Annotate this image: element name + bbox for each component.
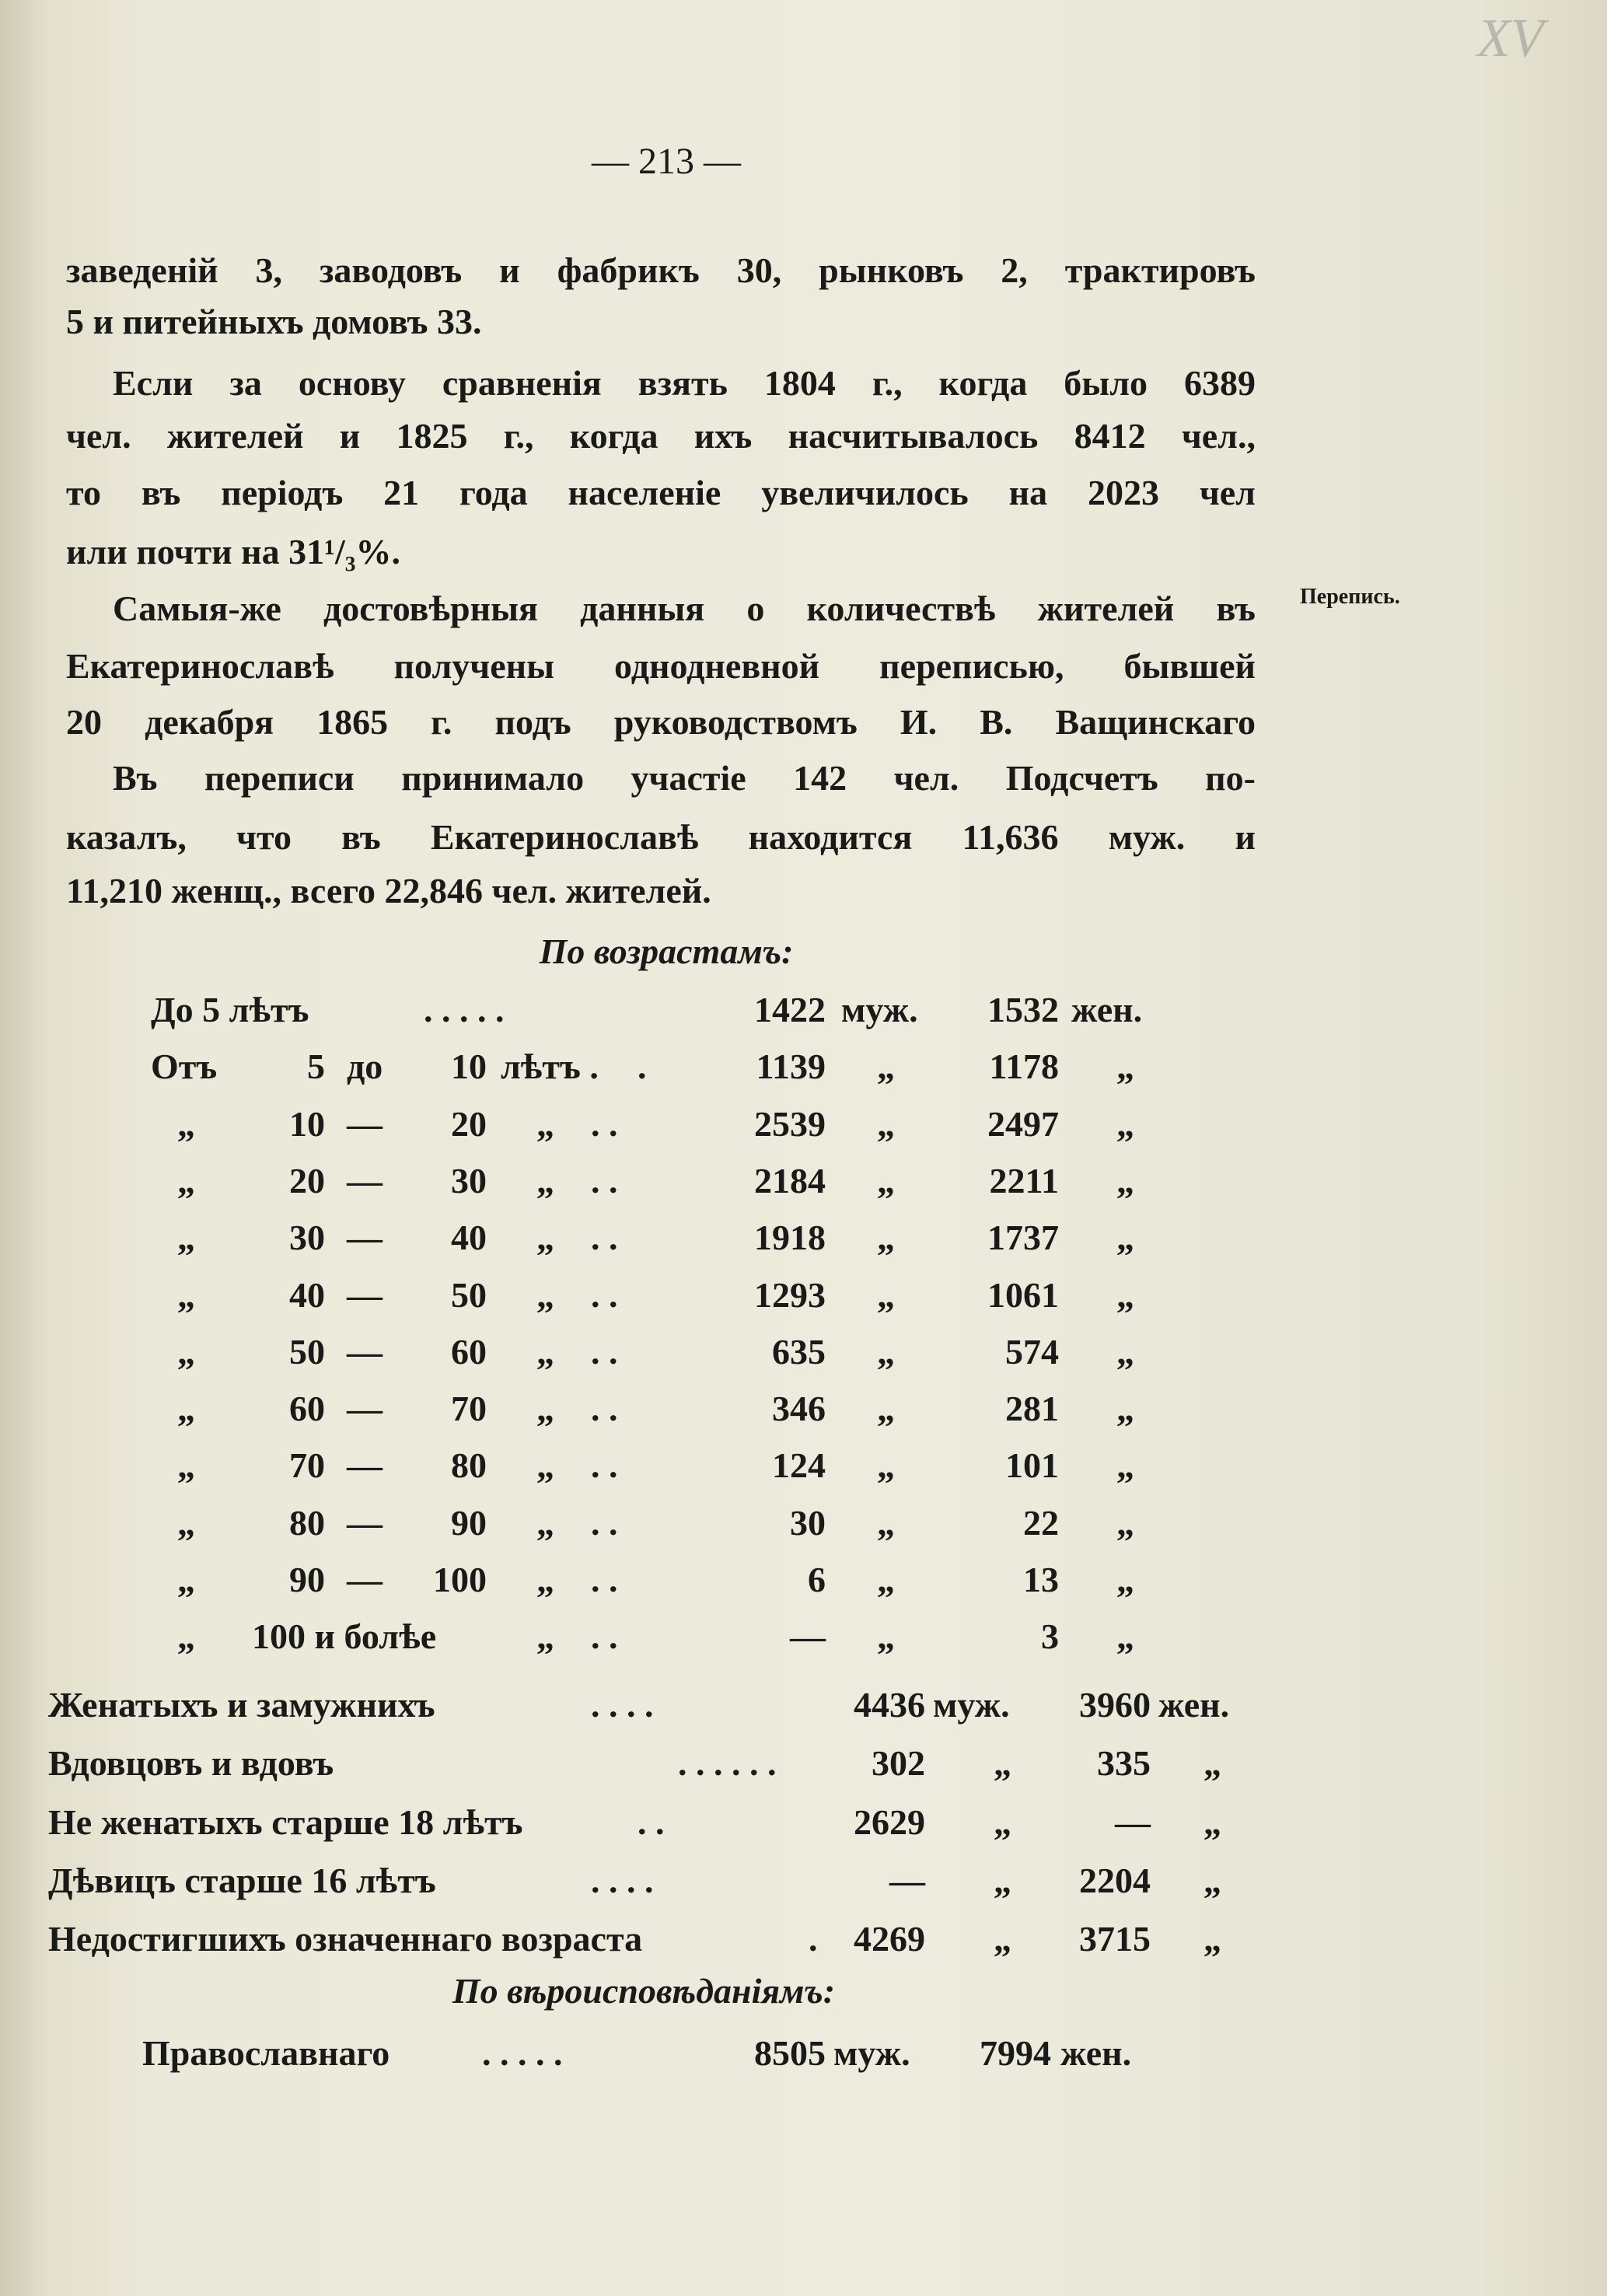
women-count: 2211 [989,1160,1059,1200]
text-line: 5 и питейныхъ домовъ 33. [66,302,482,341]
leader-dots: . . [591,1502,618,1543]
age-from: 30 [289,1218,325,1258]
men-count: 635 [772,1331,826,1372]
age-prefix: „ [177,1218,195,1258]
women-unit: „ [1116,1445,1134,1486]
men-unit: „ [994,1860,1011,1900]
women-unit: жен. [1060,2033,1132,2073]
women-count: 13 [1023,1560,1059,1599]
age-from: 80 [289,1502,325,1543]
women-unit: „ [1116,1502,1134,1543]
men-count: — [790,1616,826,1657]
men-count: 2539 [754,1103,826,1144]
women-unit: „ [1204,1802,1221,1842]
age-separator: — [347,1103,383,1144]
women-unit: „ [1116,1160,1134,1200]
women-count: 574 [1005,1331,1059,1372]
men-unit: „ [994,1919,1011,1959]
men-unit: „ [994,1802,1011,1842]
men-count: 2629 [854,1802,925,1842]
women-unit: „ [1204,1743,1221,1784]
text-line: Въ переписи принимало участіе 142 чел. Подсчетъ по- [113,758,1256,798]
age-prefix: „ [177,1445,195,1486]
leader-dots: . . [591,1560,618,1599]
women-count: 101 [1005,1445,1059,1486]
age-separator: — [347,1331,383,1372]
text-line: или почти на 31¹/₃%. [66,532,401,571]
men-count: 30 [790,1502,826,1543]
age-to: 80 [451,1445,487,1486]
women-unit: „ [1116,1389,1134,1429]
age-suffix: „ [536,1160,554,1200]
men-unit: „ [994,1743,1011,1784]
age-to: 50 [451,1274,487,1315]
women-unit: „ [1116,1047,1134,1087]
women-unit: „ [1116,1560,1134,1599]
men-unit: муж. [933,1685,1010,1725]
men-count: 1139 [756,1047,826,1087]
men-unit: „ [877,1616,895,1657]
age-to: 30 [451,1160,487,1200]
age-suffix: „ [536,1616,554,1657]
age-suffix: „ [536,1331,554,1372]
women-unit: „ [1204,1919,1221,1959]
women-count: 1178 [989,1047,1059,1087]
men-count: 302 [872,1743,925,1784]
text-line: чел. жителей и 1825 г., когда ихъ насчитывалось 8412 чел., [66,416,1256,456]
men-unit: „ [877,1160,895,1200]
men-unit: „ [877,1502,895,1543]
age-separator: — [347,1389,383,1429]
women-count: 7994 [980,2033,1051,2073]
leader-dots: . . . . [591,1860,654,1900]
text-line: 20 декабря 1865 г. подъ руководствомъ И. В. Ващинскаго [66,702,1256,742]
age-from: 40 [289,1274,325,1315]
age-prefix: „ [177,1331,195,1372]
age-to: 10 [451,1047,487,1087]
leader-dots: . . [591,1331,618,1372]
men-count: 2184 [754,1160,826,1200]
women-unit: жен. [1071,990,1143,1029]
age-separator: до [347,1047,383,1087]
marital-label: Вдовцовъ и вдовъ [48,1743,334,1784]
age-to: 100 [433,1560,487,1599]
age-prefix: „ [177,1560,195,1599]
women-count: 1532 [987,990,1059,1029]
age-suffix: „ [536,1502,554,1543]
age-prefix: „ [177,1616,195,1657]
men-unit: „ [877,1218,895,1258]
age-suffix: „ [536,1445,554,1486]
marital-label: Недостигшихъ означеннаго возраста [48,1919,643,1959]
women-count: 3715 [1079,1919,1151,1959]
text-line: 11,210 женщ., всего 22,846 чел. жителей. [66,871,711,910]
women-count: 1737 [987,1218,1059,1258]
age-prefix: „ [177,1160,195,1200]
page-number: — 213 — [592,141,741,182]
age-to: 60 [451,1331,487,1372]
text-line: заведеній 3, заводовъ и фабрикъ 30, рынковъ 2, трактировъ [66,250,1256,290]
leader-dots: . . . . [591,1685,654,1725]
men-count: 124 [772,1445,826,1486]
age-from: 90 [289,1560,325,1599]
age-separator: — [347,1160,383,1200]
women-count: 335 [1097,1743,1151,1784]
women-count: 3960 [1079,1685,1151,1725]
age-suffix: „ [536,1218,554,1258]
age-to: 40 [451,1218,487,1258]
text-line: Самыя-же достовѣрныя данныя о количествѣ жителей въ [113,589,1256,628]
women-count: 1061 [987,1274,1059,1315]
women-unit: „ [1116,1218,1134,1258]
men-unit: „ [877,1331,895,1372]
women-unit: жен. [1158,1685,1230,1725]
age-separator: — [347,1274,383,1315]
marital-label: Женатыхъ и замужнихъ [48,1685,435,1725]
men-unit: муж. [841,990,918,1029]
men-count: 4269 [854,1919,925,1959]
age-to: 70 [451,1389,487,1429]
men-unit: муж. [833,2033,910,2073]
age-section-header: По возрастамъ: [539,931,794,971]
men-count: 1293 [754,1274,826,1315]
age-from: 20 [289,1160,325,1200]
men-unit: „ [877,1560,895,1599]
men-unit: „ [877,1103,895,1144]
women-count: 3 [1041,1616,1059,1657]
age-separator: — [347,1218,383,1258]
religion-label: Православнаго [142,2033,390,2073]
age-separator: — [347,1560,383,1599]
age-to: 90 [451,1502,487,1543]
age-to: 20 [451,1103,487,1144]
women-count: — [1115,1802,1151,1842]
leader-dots: . . [591,1218,618,1258]
marital-label: Не женатыхъ старше 18 лѣтъ [48,1802,523,1842]
age-suffix: „ [536,1274,554,1315]
text-line: Если за основу сравненія взять 1804 г., когда было 6389 [113,363,1256,403]
corner-handwritten-mark: XV [1477,9,1544,68]
women-unit: „ [1204,1860,1221,1900]
age-range: 100 и болѣе [252,1616,437,1657]
men-unit: „ [877,1274,895,1315]
age-suffix: лѣтъ . [501,1047,599,1087]
marital-label: Дѣвицъ старше 16 лѣтъ [48,1860,436,1900]
age-suffix: „ [536,1103,554,1144]
women-unit: „ [1116,1103,1134,1144]
age-suffix: „ [536,1560,554,1599]
leader-dots: . . [591,1160,618,1200]
leader-dots: . [638,1047,647,1087]
leader-dots: . . [591,1274,618,1315]
men-count: 1918 [754,1218,826,1258]
men-unit: „ [877,1047,895,1087]
margin-note: Перепись. [1300,585,1400,609]
leader-dots: . [809,1919,818,1959]
leader-dots: . . [591,1445,618,1486]
age-prefix: „ [177,1103,195,1144]
age-prefix: „ [177,1502,195,1543]
leader-dots: . . [591,1103,618,1144]
religion-section-header: По вѣроисповѣданіямъ: [452,1971,836,2011]
age-prefix: „ [177,1389,195,1429]
men-count: 8505 [754,2033,826,2073]
men-count: 346 [772,1389,826,1429]
women-count: 2497 [987,1103,1059,1144]
men-unit: „ [877,1389,895,1429]
age-separator: — [347,1445,383,1486]
women-count: 22 [1023,1502,1059,1543]
men-count: 6 [808,1560,826,1599]
age-prefix: Отъ [151,1047,218,1087]
women-count: 281 [1005,1389,1059,1429]
age-prefix: До 5 лѣтъ [151,990,309,1029]
women-unit: „ [1116,1274,1134,1315]
men-unit: „ [877,1445,895,1486]
leader-dots: . . . . . [482,2033,563,2073]
age-separator: — [347,1502,383,1543]
age-from: 5 [307,1047,325,1087]
men-count: 1422 [754,990,826,1029]
age-from: 60 [289,1389,325,1429]
text-line: казалъ, что въ Екатеринославѣ находится 11,636 муж. и [66,817,1256,857]
age-from: 50 [289,1331,325,1372]
age-prefix: „ [177,1274,195,1315]
women-unit: „ [1116,1616,1134,1657]
leader-dots: . . . . . . [678,1743,777,1784]
text-line: то въ періодъ 21 года населеніе увеличилось на 2023 чел [66,473,1256,512]
women-count: 2204 [1079,1860,1151,1900]
age-suffix: „ [536,1389,554,1429]
women-unit: „ [1116,1331,1134,1372]
men-count: 4436 [854,1685,925,1725]
leader-dots: . . [591,1389,618,1429]
leader-dots: . . [638,1802,665,1842]
leader-dots: . . [591,1616,618,1657]
text-line: Екатеринославѣ получены однодневной переписью, бывшей [66,646,1256,686]
men-count: — [889,1860,925,1900]
age-from: 70 [289,1445,325,1486]
leader-dots: . . . . . [424,990,505,1029]
age-from: 10 [289,1103,325,1144]
